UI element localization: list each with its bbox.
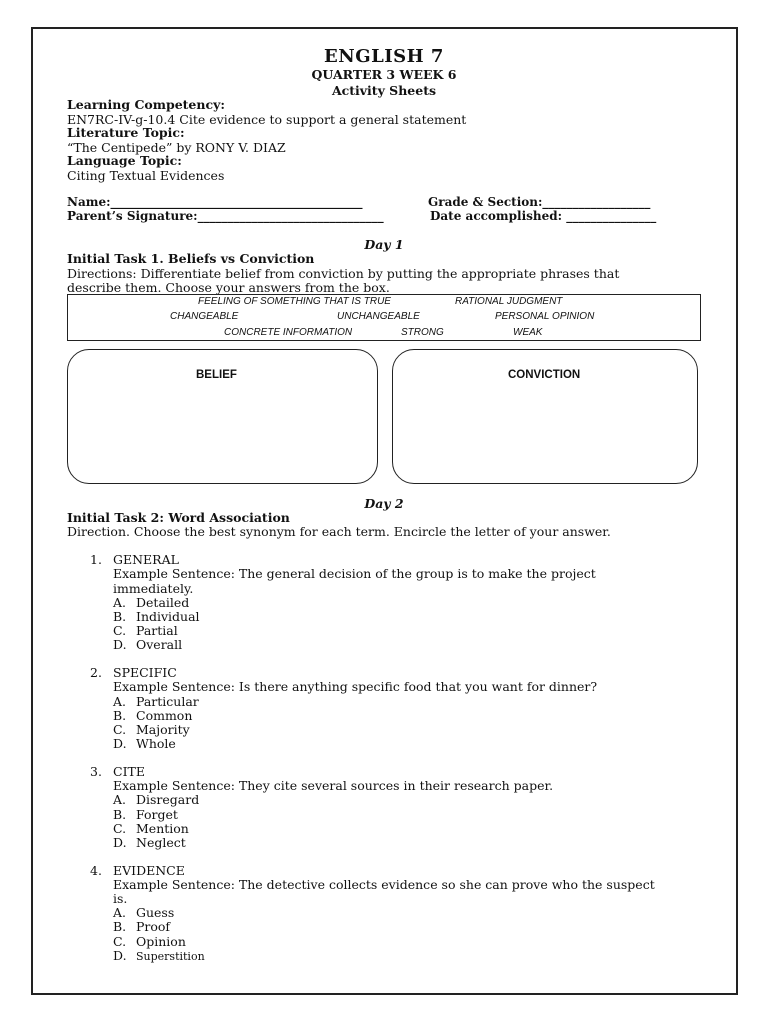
answer-option[interactable]: B. Forget	[113, 807, 178, 822]
language-label: Language Topic:	[67, 153, 182, 168]
question-term: 3. CITE	[90, 764, 145, 779]
question-term: 4. EVIDENCE	[90, 863, 185, 878]
question-term: 1. GENERAL	[90, 552, 179, 567]
example-sentence: Example Sentence: They cite several sources in their research paper.	[113, 778, 554, 793]
conviction-label: CONVICTION	[508, 369, 581, 381]
answer-option[interactable]: C. Partial	[113, 623, 178, 638]
literature-value: “The Centipede” by RONY V. DIAZ	[67, 140, 286, 155]
language-value: Citing Textual Evidences	[67, 168, 225, 183]
parent-signature-field[interactable]: Parent’s Signature:_______________________________	[67, 209, 384, 223]
phrase-item: FEELING OF SOMETHING THAT IS TRUE	[198, 296, 391, 307]
answer-option[interactable]: C. Majority	[113, 722, 190, 737]
task2-direction: Direction. Choose the best synonym for each term. Encircle the letter of your answer.	[67, 524, 611, 539]
quarter-week: QUARTER 3 WEEK 6	[311, 67, 457, 82]
task1-directions-line1: Directions: Differentiate belief from conviction by putting the appropriate phrases that	[67, 266, 620, 281]
example-sentence: Example Sentence: Is there anything specific food that you want for dinner?	[113, 679, 598, 694]
phrase-item: CHANGEABLE	[170, 311, 239, 322]
example-sentence: Example Sentence: The general decision of the group is to make the project	[113, 566, 596, 581]
answer-option[interactable]: C. Mention	[113, 821, 189, 836]
task1-directions-line2: describe them. Choose your answers from the box.	[67, 280, 390, 295]
answer-option[interactable]: D. Neglect	[113, 835, 186, 850]
answer-option[interactable]: D. Superstition	[113, 948, 205, 963]
phrase-item: STRONG	[401, 327, 444, 338]
day2-heading: Day 2	[364, 496, 404, 511]
date-accomplished-field[interactable]: Date accomplished: _______________	[430, 209, 657, 223]
answer-option[interactable]: B. Common	[113, 708, 193, 723]
belief-label: BELIEF	[196, 369, 237, 381]
phrase-item: UNCHANGEABLE	[337, 311, 420, 322]
answer-option[interactable]: D. Overall	[113, 637, 183, 652]
name-field[interactable]: Name:__________________________________________	[67, 195, 363, 209]
activity-sheets-subtitle: Activity Sheets	[331, 83, 437, 98]
day1-heading: Day 1	[364, 237, 404, 252]
phrase-item: WEAK	[513, 327, 543, 338]
example-sentence: Example Sentence: The detective collects evidence so she can prove who the suspect	[113, 877, 655, 892]
literature-label: Literature Topic:	[67, 125, 185, 140]
question-term: 2. SPECIFIC	[90, 665, 177, 680]
competency-value: EN7RC-IV-g-10.4 Cite evidence to support a general statement	[67, 112, 467, 127]
answer-option[interactable]: A. Guess	[113, 905, 175, 920]
answer-option[interactable]: A. Particular	[113, 694, 199, 709]
phrase-item: PERSONAL OPINION	[495, 311, 595, 322]
answer-option[interactable]: A. Disregard	[113, 792, 200, 807]
phrase-item: RATIONAL JUDGMENT	[455, 296, 563, 307]
phrase-item: CONCRETE INFORMATION	[224, 327, 353, 338]
task1-title: Initial Task 1. Beliefs vs Conviction	[67, 251, 315, 266]
answer-option[interactable]: C. Opinion	[113, 934, 186, 949]
answer-option[interactable]: B. Proof	[113, 919, 171, 934]
example-sentence-cont: immediately.	[113, 581, 194, 596]
answer-option[interactable]: B. Individual	[113, 609, 200, 624]
answer-option[interactable]: A. Detailed	[113, 595, 190, 610]
grade-section-field[interactable]: Grade & Section:__________________	[428, 195, 651, 209]
page-title: ENGLISH 7	[324, 46, 444, 67]
competency-label: Learning Competency:	[67, 97, 225, 112]
example-sentence-cont: is.	[113, 891, 128, 906]
answer-option[interactable]: D. Whole	[113, 736, 176, 751]
task2-title: Initial Task 2: Word Association	[67, 510, 290, 525]
